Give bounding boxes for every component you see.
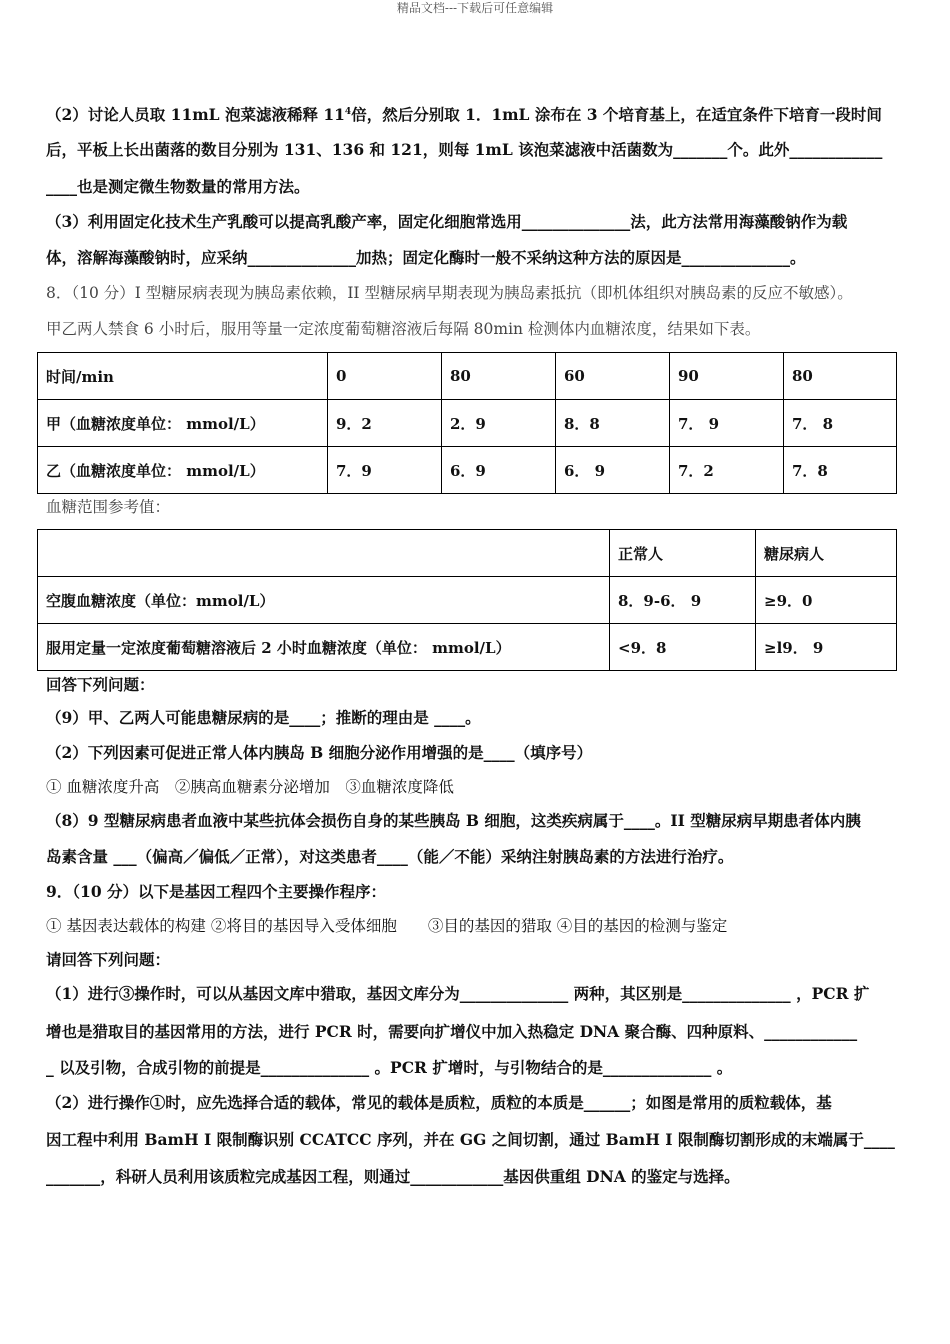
table-cell: 糖尿病人 bbox=[756, 530, 897, 577]
q9-intro: 9．（10 分）以下是基因工程四个主要操作程序： bbox=[46, 882, 387, 901]
table-cell: 服用定量一定浓度葡萄糖溶液后 2 小时血糖浓度（单位： mmol/L） bbox=[38, 624, 610, 671]
table-cell: 时间/min bbox=[38, 353, 328, 400]
table-cell: 80 bbox=[442, 353, 556, 400]
table-cell: 空腹血糖浓度（单位：mmol/L） bbox=[38, 577, 610, 624]
q9-part2-line2: 因工程中利用 BamH I 限制酶识别 CCATCC 序列，并在 GG 之间切割，通过 BamH I 限制酶切割形成的末端属于____ bbox=[46, 1130, 895, 1149]
q8-part3-line2: 岛素含量 ___（偏高／偏低／正常），对这类患者____（能／不能）采纳注射胰岛素的方法进行治疗。 bbox=[46, 847, 734, 866]
table-cell: 9．2 bbox=[328, 400, 442, 447]
q9-part2-line1: （2）进行操作①时，应先选择合适的载体，常见的载体是质粒，质粒的本质是______；如图是常用的质粒载体，基 bbox=[46, 1093, 832, 1112]
table-cell: ≥l9． 9 bbox=[756, 624, 897, 671]
blood-glucose-table bbox=[37, 352, 897, 494]
q8-intro-line1: 8．（10 分）I 型糖尿病表现为胰岛素依赖，II 型糖尿病早期表现为胰岛素抵抗（即机体组织对胰岛素的反应不敏感）。 bbox=[46, 284, 853, 302]
q8-part2: （2）下列因素可促进正常人体内胰岛 B 细胞分泌作用增强的是____（填序号） bbox=[46, 743, 593, 762]
table-row bbox=[38, 400, 897, 447]
table-row bbox=[38, 530, 897, 577]
table-cell: 7． 9 bbox=[670, 400, 784, 447]
q7-part2-line1-b: 倍，然后分别取 1．1mL 涂布在 3 个培育基上，在适宜条件下培育一段时间 bbox=[351, 105, 882, 125]
q8-part2-options: ① 血糖浓度升高 ②胰高血糖素分泌增加 ③血糖浓度降低 bbox=[46, 778, 454, 796]
table-cell bbox=[38, 530, 610, 577]
table-cell: 6． 9 bbox=[556, 447, 670, 494]
table-cell: 7．9 bbox=[328, 447, 442, 494]
dilution-exponent: 4 bbox=[344, 107, 352, 117]
table-row bbox=[38, 447, 897, 494]
q9-steps: ① 基因表达载体的构建 ②将目的基因导入受体细胞 ③目的基因的猎取 ④目的基因的检测与鉴定 bbox=[46, 917, 728, 935]
q9-part1-line2: 增也是猎取目的基因常用的方法，进行 PCR 时，需要向扩增仪中加入热稳定 DNA 聚合酶、四种原料、____________ bbox=[46, 1022, 858, 1041]
table-cell: 甲（血糖浓度单位： mmol/L） bbox=[38, 400, 328, 447]
table-cell: 90 bbox=[670, 353, 784, 400]
q7-part2-line1-a: （2）讨论人员取 11mL 泡菜滤液稀释 11 bbox=[46, 105, 345, 125]
page-header: 精品文档---下载后可任意编辑 bbox=[396, 1, 554, 15]
table-cell: <9．8 bbox=[610, 624, 756, 671]
q8-part3-line1: （8）9 型糖尿病患者血液中某些抗体会损伤自身的某些胰岛 B 细胞，这类疾病属于____。II 型糖尿病早期患者体内胰 bbox=[46, 811, 861, 830]
table-cell: ≥9．0 bbox=[756, 577, 897, 624]
q9-part2-line3: _______，科研人员利用该质粒完成基因工程，则通过____________基因供重组 DNA 的鉴定与选择。 bbox=[46, 1167, 740, 1186]
q9-prompt: 请回答下列问题： bbox=[46, 950, 171, 969]
q7-part2-line1 bbox=[46, 101, 882, 126]
table-row bbox=[38, 353, 897, 400]
table-cell: 8．9-6． 9 bbox=[610, 577, 756, 624]
table-cell: 2．9 bbox=[442, 400, 556, 447]
table-cell: 7． 8 bbox=[784, 400, 897, 447]
q7-part2-line3: ____也是测定微生物数量的常用方法。 bbox=[46, 177, 310, 196]
q7-part3-line1: （3）利用固定化技术生产乳酸可以提高乳酸产率，固定化细胞常选用______________法，此方法常用海藻酸钠作为载 bbox=[46, 212, 848, 231]
table-cell: 6．9 bbox=[442, 447, 556, 494]
q7-part3-line2: 体，溶解海藻酸钠时，应采纳______________加热；固定化酶时一般不采纳这种方法的原因是______________。 bbox=[46, 248, 806, 267]
table-cell: 80 bbox=[784, 353, 897, 400]
table-cell: 7．8 bbox=[784, 447, 897, 494]
table-row bbox=[38, 624, 897, 671]
q7-part2-line2: 后，平板上长出菌落的数目分别为 131、136 和 121，则每 1mL 该泡菜滤液中活菌数为_______个。此外____________ bbox=[46, 140, 883, 159]
table-cell: 0 bbox=[328, 353, 442, 400]
q8-intro-line2: 甲乙两人禁食 6 小时后，服用等量一定浓度葡萄糖溶液后每隔 80min 检测体内血糖浓度，结果如下表。 bbox=[46, 320, 761, 338]
table-row bbox=[38, 577, 897, 624]
q8-part1: （9）甲、乙两人可能患糖尿病的是____；推断的理由是 ____。 bbox=[46, 708, 481, 727]
reference-range-table bbox=[37, 529, 897, 671]
table-cell: 8．8 bbox=[556, 400, 670, 447]
reference-caption: 血糖范围参考值： bbox=[46, 498, 171, 516]
q9-part1-line3: _ 以及引物，合成引物的前提是______________ 。PCR 扩增时，与引物结合的是______________ 。 bbox=[46, 1058, 733, 1077]
table-cell: 7．2 bbox=[670, 447, 784, 494]
answer-prompt: 回答下列问题： bbox=[46, 675, 155, 694]
table-cell: 正常人 bbox=[610, 530, 756, 577]
q9-part1-line1: （1）进行③操作时，可以从基因文库中猎取，基因文库分为______________ 两种，其区别是______________ ，PCR 扩 bbox=[46, 984, 870, 1003]
table-cell: 乙（血糖浓度单位： mmol/L） bbox=[38, 447, 328, 494]
table-cell: 60 bbox=[556, 353, 670, 400]
